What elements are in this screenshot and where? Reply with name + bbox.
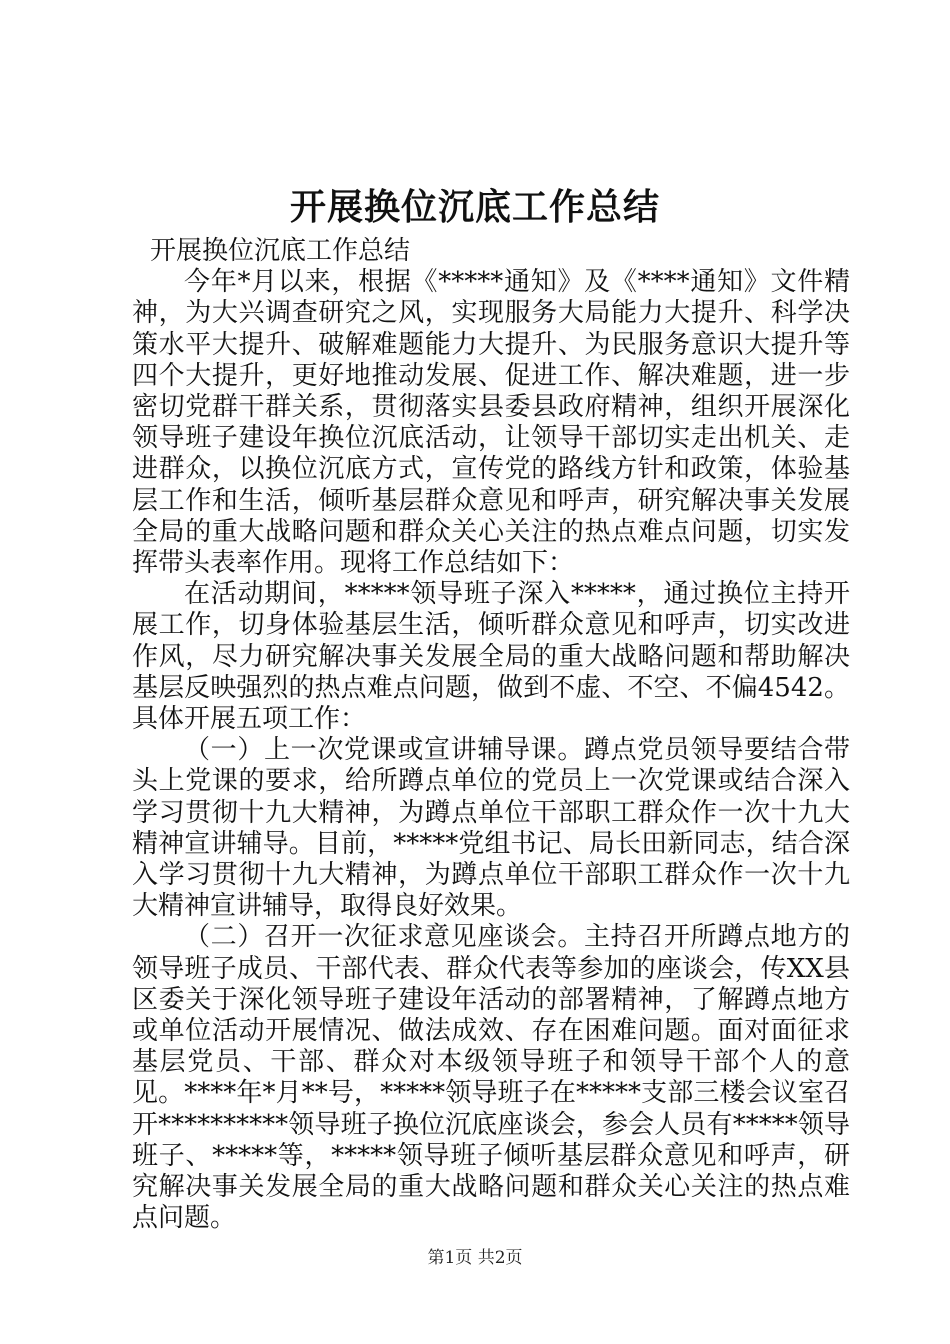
work-item-2-paragraph: （二）召开一次征求意见座谈会。主持召开所蹲点地方的领导班子成员、干部代表、群众代表等参加的座谈会，传XX县区委关于深化领导班子建设年活动的部署精神，了解蹲点地方或单位活动开展情况、做法成效、存在困难问题。面对面征求基层党员、干部、群众对本级领导班子和领导干部个人的意见。****年*月**号，*****领导班子在*****支部三楼会议室召开**********领导班子换位沉底座谈会，参会人员有*****领导班子、*****等，*****领导班子倾听基层群众意见和呼声，研究解决事关发展全局的重大战略问题和群众关心关注的热点难点问题。 xyxy=(132,922,850,1234)
document-body xyxy=(132,236,850,1235)
document-subtitle: 开展换位沉底工作总结 xyxy=(150,236,411,266)
activity-paragraph: 在活动期间，*****领导班子深入*****，通过换位主持开展工作，切身体验基层生活，倾听群众意见和呼声，切实改进作风，尽力研究解决事关发展全局的重大战略问题和帮助解决基层反映强烈的热点难点问题，做到不虚、不空、不偏4542。具体开展五项工作： xyxy=(132,579,850,735)
page-footer: 第1页 共2页 xyxy=(427,1248,523,1268)
work-item-1-paragraph: （一）上一次党课或宣讲辅导课。蹲点党员领导要结合带头上党课的要求，给所蹲点单位的党员上一次党课或结合深入学习贯彻十九大精神，为蹲点单位干部职工群众作一次十九大精神宣讲辅导。目前，*****党组书记、局长田新同志，结合深入学习贯彻十九大精神，为蹲点单位干部职工群众作一次十九大精神宣讲辅导，取得良好效果。 xyxy=(132,735,850,922)
page-title: 开展换位沉底工作总结 xyxy=(289,187,660,228)
intro-paragraph: 今年*月以来，根据《*****通知》及《****通知》文件精神，为大兴调查研究之风，实现服务大局能力大提升、科学决策水平大提升、破解难题能力大提升、为民服务意识大提升等四个大提升，更好地推动发展、促进工作、解决难题，进一步密切党群干群关系，贯彻落实县委县政府精神，组织开展深化领导班子建设年换位沉底活动，让领导干部切实走出机关、走进群众，以换位沉底方式，宣传党的路线方针和政策，体验基层工作和生活，倾听基层群众意见和呼声，研究解决事关发展全局的重大战略问题和群众关心关注的热点难点问题，切实发挥带头表率作用。现将工作总结如下： xyxy=(132,267,850,579)
